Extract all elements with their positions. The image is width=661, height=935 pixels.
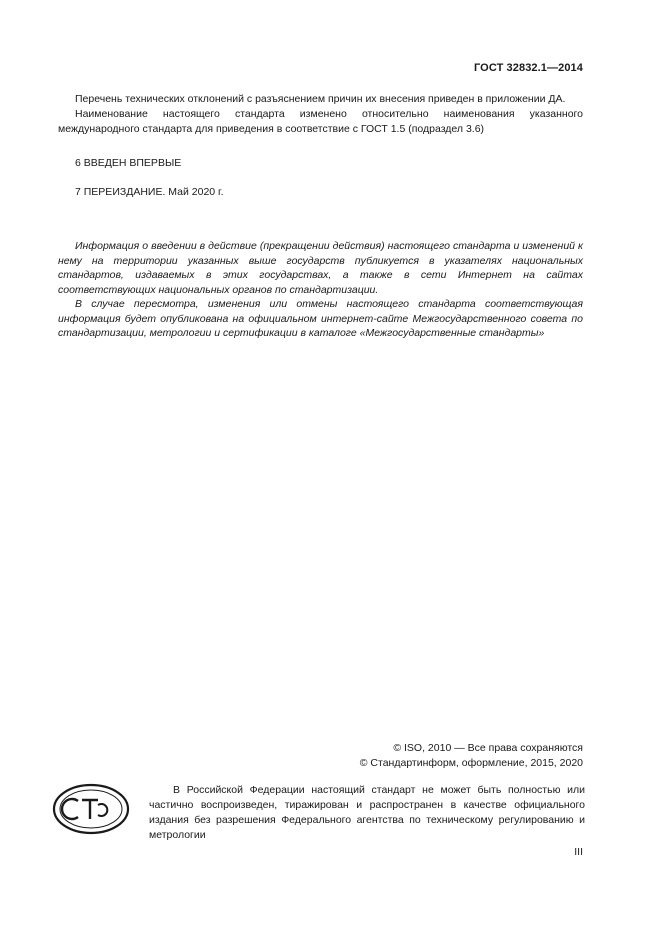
item-6: 6 ВВЕДЕН ВПЕРВЫЕ bbox=[75, 157, 182, 169]
info-paragraph-1: Информация о введении в действие (прекращении действия) настоящего стандарта и изменений к нему на территории указанных выше государств публикуется в указателях национальных стандартов, издаваемых в этих государствах, а также в сети Интернет на сайтах соответствующих национальных органов по стандартизации. bbox=[58, 240, 583, 296]
rst-logo-icon bbox=[52, 783, 130, 835]
info-paragraph-2: В случае пересмотра, изменения или отмены настоящего стандарта соответствующая информация будет опубликована на официальном интернет-сайте Межгосударственного совета по стандартизации, метрологии и сертификации в каталоге «Межгосударственные стандарты» bbox=[58, 298, 583, 339]
info-block bbox=[58, 239, 583, 341]
name-change-paragraph: Наименование настоящего стандарта изменено относительно наименования указанного международного стандарта для приведения в соответствие с ГОСТ 1.5 (подраздел 3.6) bbox=[58, 108, 583, 135]
deviations-block bbox=[58, 92, 583, 137]
page-number: III bbox=[574, 846, 583, 858]
deviations-paragraph: Перечень технических отклонений с разъяснением причин их внесения приведен в приложении ДА. bbox=[75, 93, 566, 105]
copyright-iso: © ISO, 2010 — Все права сохраняются bbox=[393, 742, 583, 754]
copyright-standartinform: © Стандартинформ, оформление, 2015, 2020 bbox=[359, 757, 583, 769]
reproduction-notice bbox=[149, 783, 585, 843]
item-7: 7 ПЕРЕИЗДАНИЕ. Май 2020 г. bbox=[75, 186, 224, 198]
notice-text: В Российской Федерации настоящий стандарт не может быть полностью или частично воспроизведен, тиражирован и распространен в качестве официального издания без разрешения Федерального агентства по техническому регулированию и метрологии bbox=[149, 784, 585, 841]
standard-code: ГОСТ 32832.1—2014 bbox=[473, 62, 583, 74]
